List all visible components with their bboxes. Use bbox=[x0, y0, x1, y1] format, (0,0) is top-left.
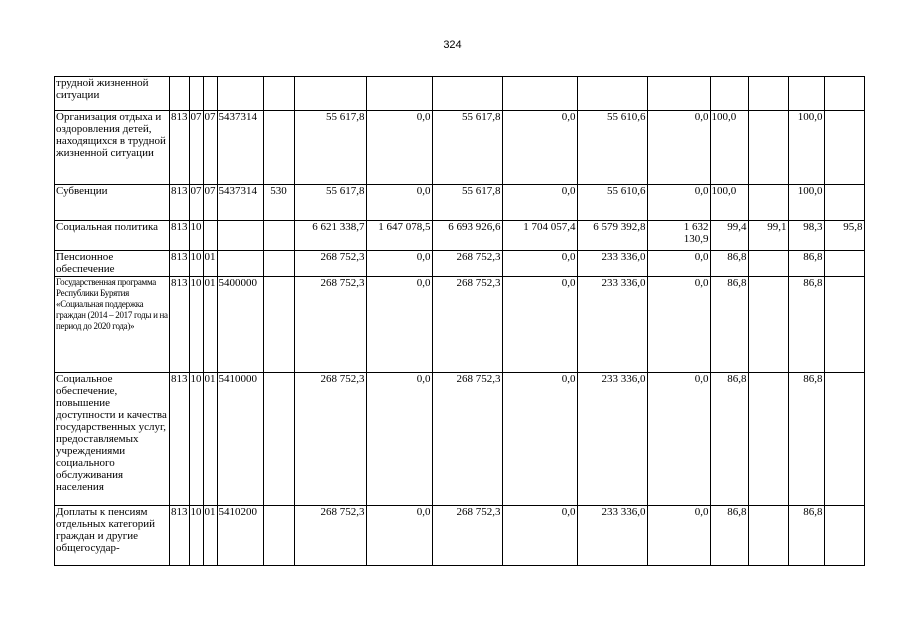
value-line: 1 632 bbox=[683, 221, 709, 233]
subsection-code: 01 bbox=[203, 506, 217, 566]
value-cell: 6 621 338,7 bbox=[294, 221, 366, 251]
value-cell: 55 617,8 bbox=[432, 185, 502, 221]
subsection-code: 01 bbox=[203, 277, 217, 373]
value-cell: 55 610,6 bbox=[577, 111, 647, 185]
section-code bbox=[189, 77, 203, 111]
value-cell: 0,0 bbox=[647, 277, 710, 373]
percent-cell: 86,8 bbox=[788, 277, 824, 373]
value-cell: 0,0 bbox=[366, 373, 432, 506]
value-cell: 0,0 bbox=[366, 111, 432, 185]
percent-cell: 86,8 bbox=[788, 251, 824, 277]
value-cell bbox=[577, 77, 647, 111]
value-cell: 233 336,0 bbox=[577, 277, 647, 373]
row-name: трудной жизненной ситуации bbox=[55, 77, 170, 111]
expense-type-code bbox=[263, 77, 294, 111]
table-row bbox=[55, 277, 865, 373]
value-cell: 268 752,3 bbox=[294, 506, 366, 566]
row-name: Пенсионное обеспечение bbox=[55, 251, 170, 277]
value-cell: 268 752,3 bbox=[432, 251, 502, 277]
expense-type-code: 530 bbox=[263, 185, 294, 221]
ved-code: 813 bbox=[170, 221, 190, 251]
value-cell bbox=[647, 221, 710, 251]
page-number: 324 bbox=[443, 39, 462, 51]
ved-code: 813 bbox=[170, 111, 190, 185]
expense-type-code bbox=[263, 251, 294, 277]
percent-cell: 86,8 bbox=[710, 373, 748, 506]
percent-cell bbox=[824, 506, 864, 566]
value-cell bbox=[502, 77, 577, 111]
percent-cell bbox=[748, 185, 788, 221]
value-cell: 6 579 392,8 bbox=[577, 221, 647, 251]
percent-cell: 86,8 bbox=[710, 277, 748, 373]
value-cell: 55 617,8 bbox=[294, 185, 366, 221]
percent-cell: 99,4 bbox=[710, 221, 748, 251]
expense-type-code bbox=[263, 111, 294, 185]
table-row bbox=[55, 111, 865, 185]
value-cell: 55 617,8 bbox=[294, 111, 366, 185]
expense-type-code bbox=[263, 373, 294, 506]
percent-cell: 86,8 bbox=[710, 506, 748, 566]
target-article-code: 5400000 bbox=[217, 277, 263, 373]
target-article-code bbox=[217, 77, 263, 111]
subsection-code: 01 bbox=[203, 373, 217, 506]
target-article-code bbox=[217, 221, 263, 251]
value-cell: 0,0 bbox=[366, 251, 432, 277]
percent-cell: 100,0 bbox=[710, 185, 748, 221]
value-cell: 0,0 bbox=[647, 373, 710, 506]
ved-code: 813 bbox=[170, 373, 190, 506]
ved-code: 813 bbox=[170, 185, 190, 221]
subsection-code: 01 bbox=[203, 251, 217, 277]
value-cell: 233 336,0 bbox=[577, 506, 647, 566]
row-name: Социальная политика bbox=[55, 221, 170, 251]
percent-cell bbox=[748, 506, 788, 566]
percent-cell bbox=[788, 77, 824, 111]
subsection-code bbox=[203, 77, 217, 111]
percent-cell: 100,0 bbox=[788, 111, 824, 185]
section-code: 10 bbox=[189, 373, 203, 506]
value-cell: 233 336,0 bbox=[577, 251, 647, 277]
section-code: 10 bbox=[189, 506, 203, 566]
table-row bbox=[55, 185, 865, 221]
ved-code bbox=[170, 77, 190, 111]
section-code: 10 bbox=[189, 221, 203, 251]
row-name: Субвенции bbox=[55, 185, 170, 221]
percent-cell bbox=[748, 251, 788, 277]
percent-cell bbox=[748, 373, 788, 506]
value-cell: 0,0 bbox=[366, 277, 432, 373]
value-cell: 268 752,3 bbox=[294, 373, 366, 506]
percent-cell: 86,8 bbox=[710, 251, 748, 277]
table-row bbox=[55, 373, 865, 506]
value-cell: 268 752,3 bbox=[294, 251, 366, 277]
percent-cell bbox=[824, 277, 864, 373]
value-cell: 0,0 bbox=[502, 251, 577, 277]
value-cell: 0,0 bbox=[366, 506, 432, 566]
value-cell: 268 752,3 bbox=[432, 373, 502, 506]
percent-cell bbox=[748, 277, 788, 373]
section-code: 10 bbox=[189, 277, 203, 373]
subsection-code: 07 bbox=[203, 185, 217, 221]
subsection-code: 07 bbox=[203, 111, 217, 185]
value-cell: 268 752,3 bbox=[294, 277, 366, 373]
row-name: Государственная программа Республики Бурятия «Социальная поддержка граждан (2014 – 2017 годы и на период до 2020 года)» bbox=[55, 277, 170, 373]
target-article-code: 5437314 bbox=[217, 111, 263, 185]
percent-cell: 95,8 bbox=[824, 221, 864, 251]
target-article-code: 5410200 bbox=[217, 506, 263, 566]
section-code: 07 bbox=[189, 185, 203, 221]
value-cell: 0,0 bbox=[366, 185, 432, 221]
subsection-code bbox=[203, 221, 217, 251]
row-name: Организация отдыха и оздоровления детей, находящихся в трудной жизненной ситуации bbox=[55, 111, 170, 185]
expense-type-code bbox=[263, 277, 294, 373]
value-cell: 0,0 bbox=[647, 251, 710, 277]
value-cell: 0,0 bbox=[502, 506, 577, 566]
row-name: Доплаты к пенсиям отдельных категорий граждан и другие общегосудар- bbox=[55, 506, 170, 566]
value-cell: 0,0 bbox=[502, 185, 577, 221]
value-cell bbox=[366, 77, 432, 111]
table-row bbox=[55, 251, 865, 277]
table-row bbox=[55, 221, 865, 251]
value-cell: 233 336,0 bbox=[577, 373, 647, 506]
percent-cell bbox=[710, 77, 748, 111]
percent-cell: 86,8 bbox=[788, 506, 824, 566]
percent-cell bbox=[824, 111, 864, 185]
ved-code: 813 bbox=[170, 277, 190, 373]
value-cell bbox=[432, 77, 502, 111]
percent-cell bbox=[748, 77, 788, 111]
percent-cell bbox=[824, 185, 864, 221]
percent-cell bbox=[824, 251, 864, 277]
value-cell: 0,0 bbox=[647, 111, 710, 185]
expense-type-code bbox=[263, 506, 294, 566]
value-cell: 268 752,3 bbox=[432, 506, 502, 566]
target-article-code bbox=[217, 251, 263, 277]
table-row bbox=[55, 506, 865, 566]
percent-cell: 98,3 bbox=[788, 221, 824, 251]
value-cell: 268 752,3 bbox=[432, 277, 502, 373]
value-cell: 0,0 bbox=[502, 277, 577, 373]
percent-cell: 100,0 bbox=[710, 111, 748, 185]
value-cell: 55 617,8 bbox=[432, 111, 502, 185]
percent-cell: 100,0 bbox=[788, 185, 824, 221]
section-code: 10 bbox=[189, 251, 203, 277]
value-cell: 1 704 057,4 bbox=[502, 221, 577, 251]
ved-code: 813 bbox=[170, 251, 190, 277]
value-cell: 1 647 078,5 bbox=[366, 221, 432, 251]
percent-cell bbox=[748, 111, 788, 185]
table-row bbox=[55, 77, 865, 111]
budget-execution-table bbox=[54, 76, 865, 566]
ved-code: 813 bbox=[170, 506, 190, 566]
row-name: Социальное обеспечение, повышение доступности и качества государственных услуг, предоставляемых учреждениями социального обслуживания населения bbox=[55, 373, 170, 506]
target-article-code: 5437314 bbox=[217, 185, 263, 221]
value-cell: 0,0 bbox=[647, 506, 710, 566]
percent-cell: 86,8 bbox=[788, 373, 824, 506]
percent-cell bbox=[824, 373, 864, 506]
value-cell: 0,0 bbox=[502, 373, 577, 506]
value-cell bbox=[294, 77, 366, 111]
percent-cell: 99,1 bbox=[748, 221, 788, 251]
section-code: 07 bbox=[189, 111, 203, 185]
value-cell bbox=[647, 77, 710, 111]
value-line: 130,9 bbox=[683, 233, 709, 245]
percent-cell bbox=[824, 77, 864, 111]
value-cell: 55 610,6 bbox=[577, 185, 647, 221]
expense-type-code bbox=[263, 221, 294, 251]
value-cell: 0,0 bbox=[502, 111, 577, 185]
value-cell: 0,0 bbox=[647, 185, 710, 221]
value-cell: 6 693 926,6 bbox=[432, 221, 502, 251]
target-article-code: 5410000 bbox=[217, 373, 263, 506]
